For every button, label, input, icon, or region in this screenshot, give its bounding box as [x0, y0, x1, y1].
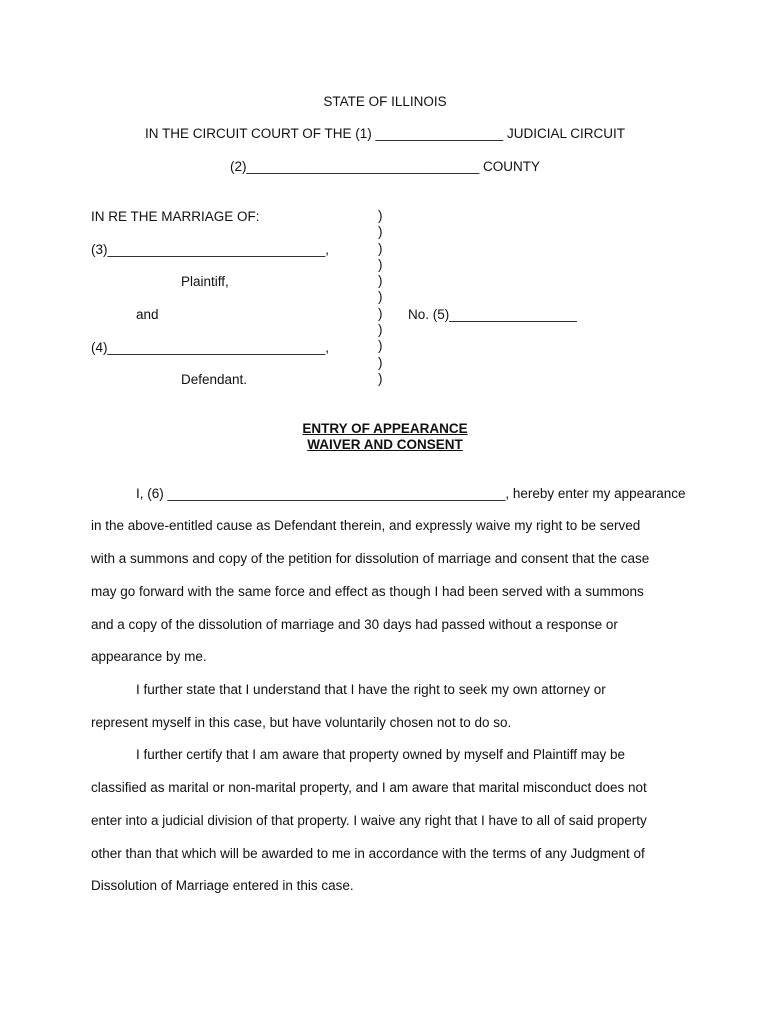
body-line: I further state that I understand that I have the right to seek my own attorney or: [136, 682, 606, 697]
caption-paren: ): [378, 305, 383, 321]
and-label: and: [136, 307, 159, 322]
caption-paren: ): [378, 354, 383, 370]
county-heading: (2)_______________________________ COUNTY: [230, 159, 540, 174]
caption-divider: [378, 208, 390, 387]
caption-paren: ): [378, 273, 383, 289]
body-line: in the above-entitled cause as Defendant therein, and expressly waive my right to be served: [91, 518, 641, 533]
body-line: represent myself in this case, but have voluntarily chosen not to do so.: [91, 715, 512, 730]
document-title-line1: ENTRY OF APPEARANCE: [302, 421, 468, 436]
caption-paren: ): [378, 338, 383, 354]
in-re-label: IN RE THE MARRIAGE OF:: [91, 209, 260, 224]
caption-paren: ): [378, 289, 383, 305]
body-line: enter into a judicial division of that property. I waive any right that I have to all of said property: [91, 813, 647, 828]
caption-paren: ): [378, 240, 383, 256]
body-line: classified as marital or non-marital property, and I am aware that marital misconduct does not: [91, 780, 647, 795]
caption-paren: ): [378, 208, 383, 223]
case-number-field: No. (5)_________________: [408, 307, 577, 322]
caption-paren: ): [378, 256, 383, 272]
defendant-label: Defendant.: [181, 372, 248, 387]
state-heading: STATE OF ILLINOIS: [323, 94, 447, 109]
body-line: I, (6) _____________________________________________, hereby enter my appearance: [136, 486, 686, 501]
body-line: I further certify that I am aware that property owned by myself and Plaintiff may be: [136, 747, 625, 762]
body-line: Dissolution of Marriage entered in this case.: [91, 878, 354, 893]
defendant-name-blank: (4)_____________________________,: [91, 340, 329, 355]
body-line: appearance by me.: [91, 649, 207, 664]
plaintiff-label: Plaintiff,: [181, 274, 229, 289]
caption-paren: ): [378, 322, 383, 338]
body-line: other than that which will be awarded to me in accordance with the terms of any Judgment of: [91, 846, 645, 861]
caption-paren: ): [378, 224, 383, 240]
plaintiff-name-blank: (3)_____________________________,: [91, 242, 329, 257]
court-heading: IN THE CIRCUIT COURT OF THE (1) _________________ JUDICIAL CIRCUIT: [145, 126, 625, 141]
body-line: and a copy of the dissolution of marriage and 30 days had passed without a response or: [91, 617, 618, 632]
document-title-line2: WAIVER AND CONSENT: [307, 437, 463, 452]
body-line: with a summons and copy of the petition for dissolution of marriage and consent that the case: [91, 551, 650, 566]
caption-paren: ): [378, 370, 383, 386]
body-line: may go forward with the same force and effect as though I had been served with a summons: [91, 584, 644, 599]
